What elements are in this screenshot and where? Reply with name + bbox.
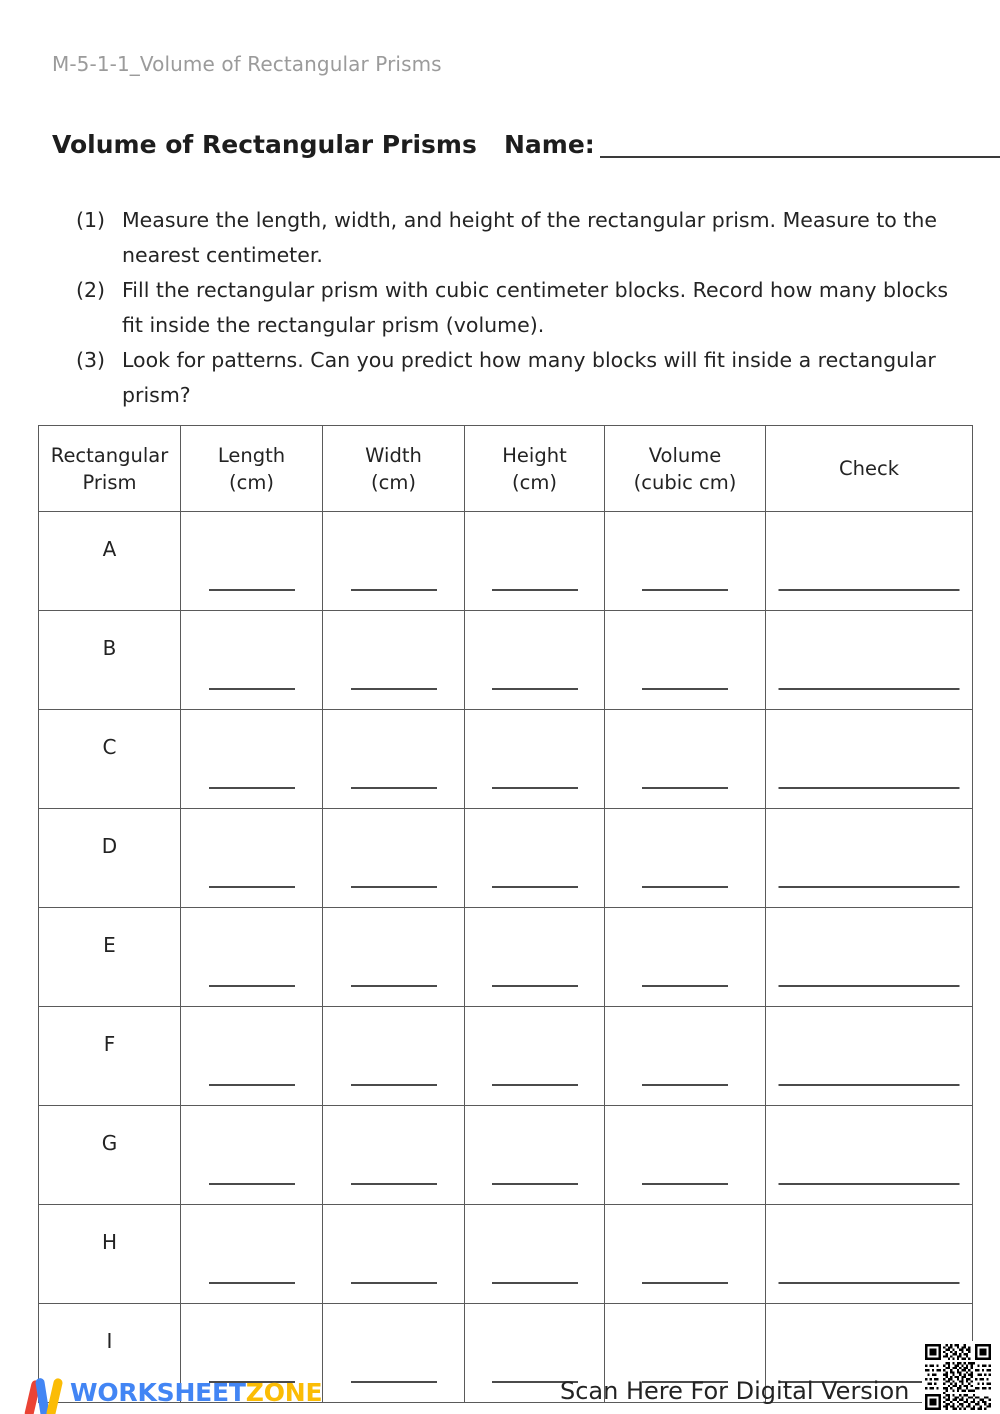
- table-row: [39, 1106, 973, 1205]
- logo-word-worksheet: WORKSHEET: [70, 1378, 246, 1407]
- answer-cell-volume[interactable]: [605, 512, 766, 611]
- qr-code[interactable]: [922, 1341, 994, 1413]
- answer-cell-height[interactable]: [465, 1106, 605, 1205]
- title-row: [52, 129, 960, 163]
- answer-blank-line: [492, 589, 578, 591]
- instruction-text: Fill the rectangular prism with cubic centimeter blocks. Record how many blocks fit inside the rectangular prism (volume).: [122, 278, 949, 337]
- measurement-table: [38, 425, 973, 1403]
- answer-cell-width[interactable]: [323, 512, 465, 611]
- answer-cell-length[interactable]: [181, 1205, 323, 1304]
- answer-blank-line: [209, 688, 295, 690]
- answer-blank-line: [642, 886, 728, 888]
- column-header-width: [323, 426, 465, 512]
- prism-letter: E: [103, 933, 116, 957]
- prism-label-cell: [39, 512, 181, 611]
- header-line-2: (cm): [512, 470, 557, 494]
- table-row: [39, 908, 973, 1007]
- column-header-prism: [39, 426, 181, 512]
- column-header-check: [766, 426, 973, 512]
- answer-cell-height[interactable]: [465, 1205, 605, 1304]
- answer-cell-check[interactable]: [766, 710, 973, 809]
- answer-cell-width[interactable]: [323, 809, 465, 908]
- name-label: Name:: [504, 130, 595, 159]
- answer-cell-volume[interactable]: [605, 611, 766, 710]
- answer-cell-volume[interactable]: [605, 1106, 766, 1205]
- answer-cell-volume[interactable]: [605, 710, 766, 809]
- answer-cell-check[interactable]: [766, 809, 973, 908]
- table-row: [39, 710, 973, 809]
- prism-letter: B: [102, 636, 117, 660]
- answer-cell-check[interactable]: [766, 611, 973, 710]
- answer-cell-check[interactable]: [766, 1106, 973, 1205]
- answer-cell-length[interactable]: [181, 710, 323, 809]
- answer-blank-line: [209, 787, 295, 789]
- answer-blank-line: [492, 1183, 578, 1185]
- answer-blank-line: [351, 589, 437, 591]
- table-row: [39, 1205, 973, 1304]
- header-line-1: Height: [502, 443, 567, 467]
- answer-blank-line: [209, 985, 295, 987]
- answer-cell-width[interactable]: [323, 908, 465, 1007]
- answer-cell-check[interactable]: [766, 1205, 973, 1304]
- answer-blank-line: [779, 985, 960, 987]
- table-row: [39, 809, 973, 908]
- header-line-2: Prism: [82, 470, 137, 494]
- answer-blank-line: [779, 886, 960, 888]
- answer-blank-line: [209, 1183, 295, 1185]
- worksheet-zone-logo: [24, 1371, 322, 1414]
- logo-wordmark: [70, 1380, 322, 1406]
- answer-blank-line: [642, 589, 728, 591]
- prism-letter: G: [101, 1131, 118, 1155]
- instructions-list: [76, 203, 966, 413]
- prism-label-cell: [39, 908, 181, 1007]
- table-row: [39, 611, 973, 710]
- answer-cell-width[interactable]: [323, 710, 465, 809]
- answer-blank-line: [351, 1381, 437, 1383]
- column-header-volume: [605, 426, 766, 512]
- answer-cell-length[interactable]: [181, 1106, 323, 1205]
- answer-blank-line: [209, 1282, 295, 1284]
- running-head: M-5-1-1_Volume of Rectangular Prisms: [52, 52, 442, 76]
- answer-cell-width[interactable]: [323, 1106, 465, 1205]
- answer-cell-height[interactable]: [465, 908, 605, 1007]
- answer-cell-height[interactable]: [465, 710, 605, 809]
- answer-blank-line: [351, 787, 437, 789]
- header-line-2: (cm): [229, 470, 274, 494]
- answer-blank-line: [351, 886, 437, 888]
- answer-cell-height[interactable]: [465, 809, 605, 908]
- answer-blank-line: [492, 1084, 578, 1086]
- instruction-item: [76, 273, 966, 343]
- answer-cell-height[interactable]: [465, 611, 605, 710]
- prism-letter: D: [101, 834, 118, 858]
- answer-cell-width[interactable]: [323, 611, 465, 710]
- answer-blank-line: [492, 886, 578, 888]
- answer-cell-length[interactable]: [181, 809, 323, 908]
- answer-blank-line: [779, 1282, 960, 1284]
- answer-blank-line: [642, 1282, 728, 1284]
- answer-cell-width[interactable]: [323, 1205, 465, 1304]
- answer-blank-line: [642, 688, 728, 690]
- answer-blank-line: [492, 985, 578, 987]
- header-line-1: Length: [217, 443, 286, 467]
- answer-cell-volume[interactable]: [605, 908, 766, 1007]
- answer-blank-line: [779, 589, 960, 591]
- instruction-text: Look for patterns. Can you predict how many blocks will fit inside a rectangular prism?: [122, 348, 936, 407]
- answer-cell-length[interactable]: [181, 1007, 323, 1106]
- prism-letter: C: [102, 735, 117, 759]
- answer-blank-line: [351, 985, 437, 987]
- answer-blank-line: [351, 1183, 437, 1185]
- answer-cell-width[interactable]: [323, 1304, 465, 1403]
- answer-blank-line: [779, 787, 960, 789]
- answer-blank-line: [209, 589, 295, 591]
- prism-label-cell: [39, 710, 181, 809]
- prism-letter: F: [103, 1032, 116, 1056]
- name-input-line[interactable]: [600, 156, 1000, 158]
- answer-blank-line: [779, 1084, 960, 1086]
- instruction-number: (3): [76, 348, 106, 372]
- answer-blank-line: [779, 688, 960, 690]
- answer-cell-width[interactable]: [323, 1007, 465, 1106]
- answer-cell-length[interactable]: [181, 611, 323, 710]
- header-line-1: Check: [839, 457, 899, 480]
- logo-word-zone: ZONE: [245, 1378, 323, 1407]
- prism-label-cell: [39, 1007, 181, 1106]
- answer-cell-volume[interactable]: [605, 1007, 766, 1106]
- header-line-1: Volume: [648, 443, 722, 467]
- answer-blank-line: [642, 1183, 728, 1185]
- answer-cell-check[interactable]: [766, 1007, 973, 1106]
- answer-blank-line: [351, 1084, 437, 1086]
- answer-cell-volume[interactable]: [605, 1205, 766, 1304]
- worksheet-zone-mark-icon: [24, 1372, 68, 1414]
- prism-letter: H: [101, 1230, 118, 1254]
- table-header-row: [39, 426, 973, 512]
- answer-blank-line: [351, 1282, 437, 1284]
- header-line-1: Width: [365, 443, 422, 467]
- instruction-number: (1): [76, 208, 106, 232]
- answer-blank-line: [351, 688, 437, 690]
- prism-label-cell: [39, 1205, 181, 1304]
- page-title: Volume of Rectangular Prisms: [52, 130, 477, 159]
- prism-label-cell: [39, 611, 181, 710]
- answer-blank-line: [209, 1084, 295, 1086]
- answer-cell-length[interactable]: [181, 512, 323, 611]
- answer-cell-height[interactable]: [465, 512, 605, 611]
- instruction-number: (2): [76, 278, 106, 302]
- instruction-text: Measure the length, width, and height of the rectangular prism. Measure to the nearest centimeter.: [122, 208, 937, 267]
- answer-blank-line: [209, 886, 295, 888]
- column-header-length: [181, 426, 323, 512]
- answer-blank-line: [492, 1282, 578, 1284]
- header-line-2: (cubic cm): [633, 470, 737, 494]
- prism-letter: A: [102, 537, 117, 561]
- scan-instruction-text: Scan Here For Digital Version: [560, 1377, 910, 1405]
- answer-blank-line: [642, 985, 728, 987]
- answer-blank-line: [642, 787, 728, 789]
- prism-label-cell: [39, 1106, 181, 1205]
- table-row: [39, 512, 973, 611]
- answer-blank-line: [779, 1183, 960, 1185]
- answer-cell-volume[interactable]: [605, 809, 766, 908]
- header-line-1: Rectangular: [50, 443, 169, 467]
- answer-cell-length[interactable]: [181, 908, 323, 1007]
- answer-cell-check[interactable]: [766, 512, 973, 611]
- column-header-height: [465, 426, 605, 512]
- instruction-item: [76, 203, 966, 273]
- instruction-item: [76, 343, 966, 413]
- answer-blank-line: [492, 688, 578, 690]
- header-line-2: (cm): [371, 470, 416, 494]
- qr-code-image: [925, 1344, 991, 1410]
- prism-letter: I: [106, 1329, 113, 1353]
- answer-blank-line: [642, 1084, 728, 1086]
- table-body: [39, 512, 973, 1403]
- prism-label-cell: [39, 809, 181, 908]
- answer-blank-line: [492, 787, 578, 789]
- answer-cell-check[interactable]: [766, 908, 973, 1007]
- answer-cell-height[interactable]: [465, 1007, 605, 1106]
- table-row: [39, 1007, 973, 1106]
